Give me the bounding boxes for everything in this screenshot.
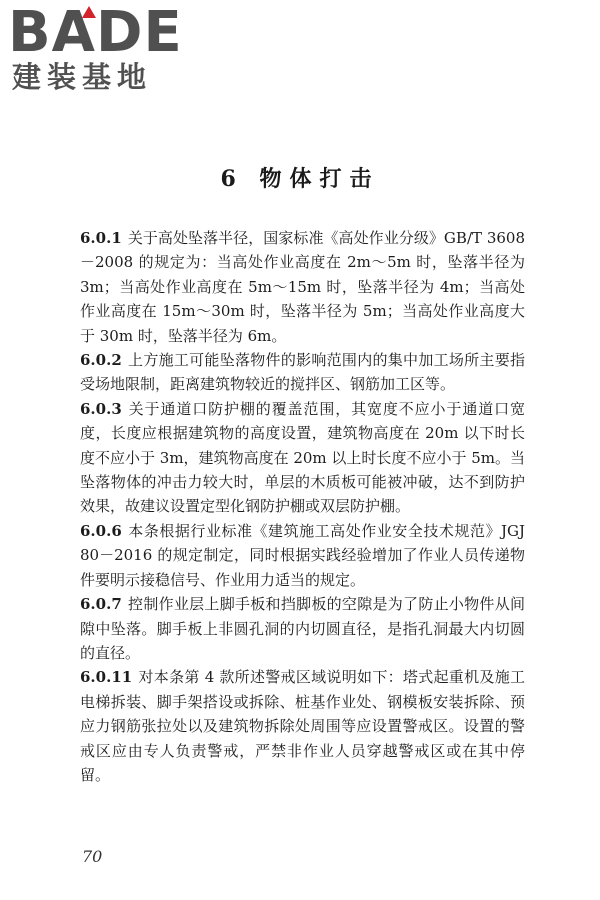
clause-list [80,226,525,787]
clause-text: 本条根据行业标准《建筑施工高处作业安全技术规范》JGJ 80－2016 的规定制定，同时根据实践经验增加了作业人员传递物件要明示接稳信号、作业用力适当的规定。 [80,521,525,589]
clause-6-0-7 [80,592,525,665]
clause-6-0-3 [80,397,525,519]
clause-number: 6.0.7 [80,595,122,614]
clause-number: 6.0.2 [80,351,122,370]
page-number: 70 [82,847,103,866]
clause-number: 6.0.3 [80,399,122,418]
clause-text: 关于通道口防护棚的覆盖范围，其宽度不应小于通道口宽度，长度应根据建筑物的高度设置，建筑物高度在 20m 以下时长度不应小于 3m，建筑物高度在 20m 以上时长度不应小于 5m。当坠落物体的冲击力较大时，单层的木质板可能被冲破，达不到防护效果，故建议设置定型化钢防护棚或双层防护棚。 [80,399,525,516]
clause-number: 6.0.11 [80,668,133,687]
logo-accent-triangle-icon [82,6,96,18]
clause-text: 对本条第 4 款所述警戒区域说明如下：塔式起重机及施工电梯拆装、脚手架搭设或拆除、桩基作业处、钢模板安装拆除、预应力钢筋张拉处以及建筑物拆除处周围等应设置警戒区。设置的警戒区应由专人负责警戒，严禁非作业人员穿越警戒区或在其中停留。 [80,668,525,784]
bade-logo [8,2,188,94]
clause-6-0-11 [80,665,525,787]
clause-text: 关于高处坠落半径，国家标准《高处作业分级》GB/T 3608－2008 的规定为：当高处作业高度在 2m～5m 时，坠落半径为 3m；当高处作业高度在 5m～15m 时，坠落半径为 4m；当高处作业高度在 15m～30m 时，坠落半径为 5m；当高处作业高度大于 30m 时，坠落半径为 6m。 [80,229,525,345]
clause-text: 上方施工可能坠落物件的影响范围内的集中加工场所主要指受场地限制，距离建筑物较近的搅拌区、钢筋加工区等。 [80,351,525,394]
clause-6-0-1 [80,226,525,348]
logo-wordmark: BADE [8,0,183,65]
clause-6-0-2 [80,348,525,397]
clause-6-0-6 [80,519,525,592]
logo-slogan: 建装基地 [12,60,153,94]
chapter-title: 6 物体打击 [220,166,380,192]
clause-number: 6.0.1 [80,229,122,247]
clause-number: 6.0.6 [80,521,122,540]
clause-text: 控制作业层上脚手板和挡脚板的空隙是为了防止小物件从间隙中坠落。脚手板上非圆孔洞的内切圆直径，是指孔洞最大内切圆的直径。 [80,595,525,662]
